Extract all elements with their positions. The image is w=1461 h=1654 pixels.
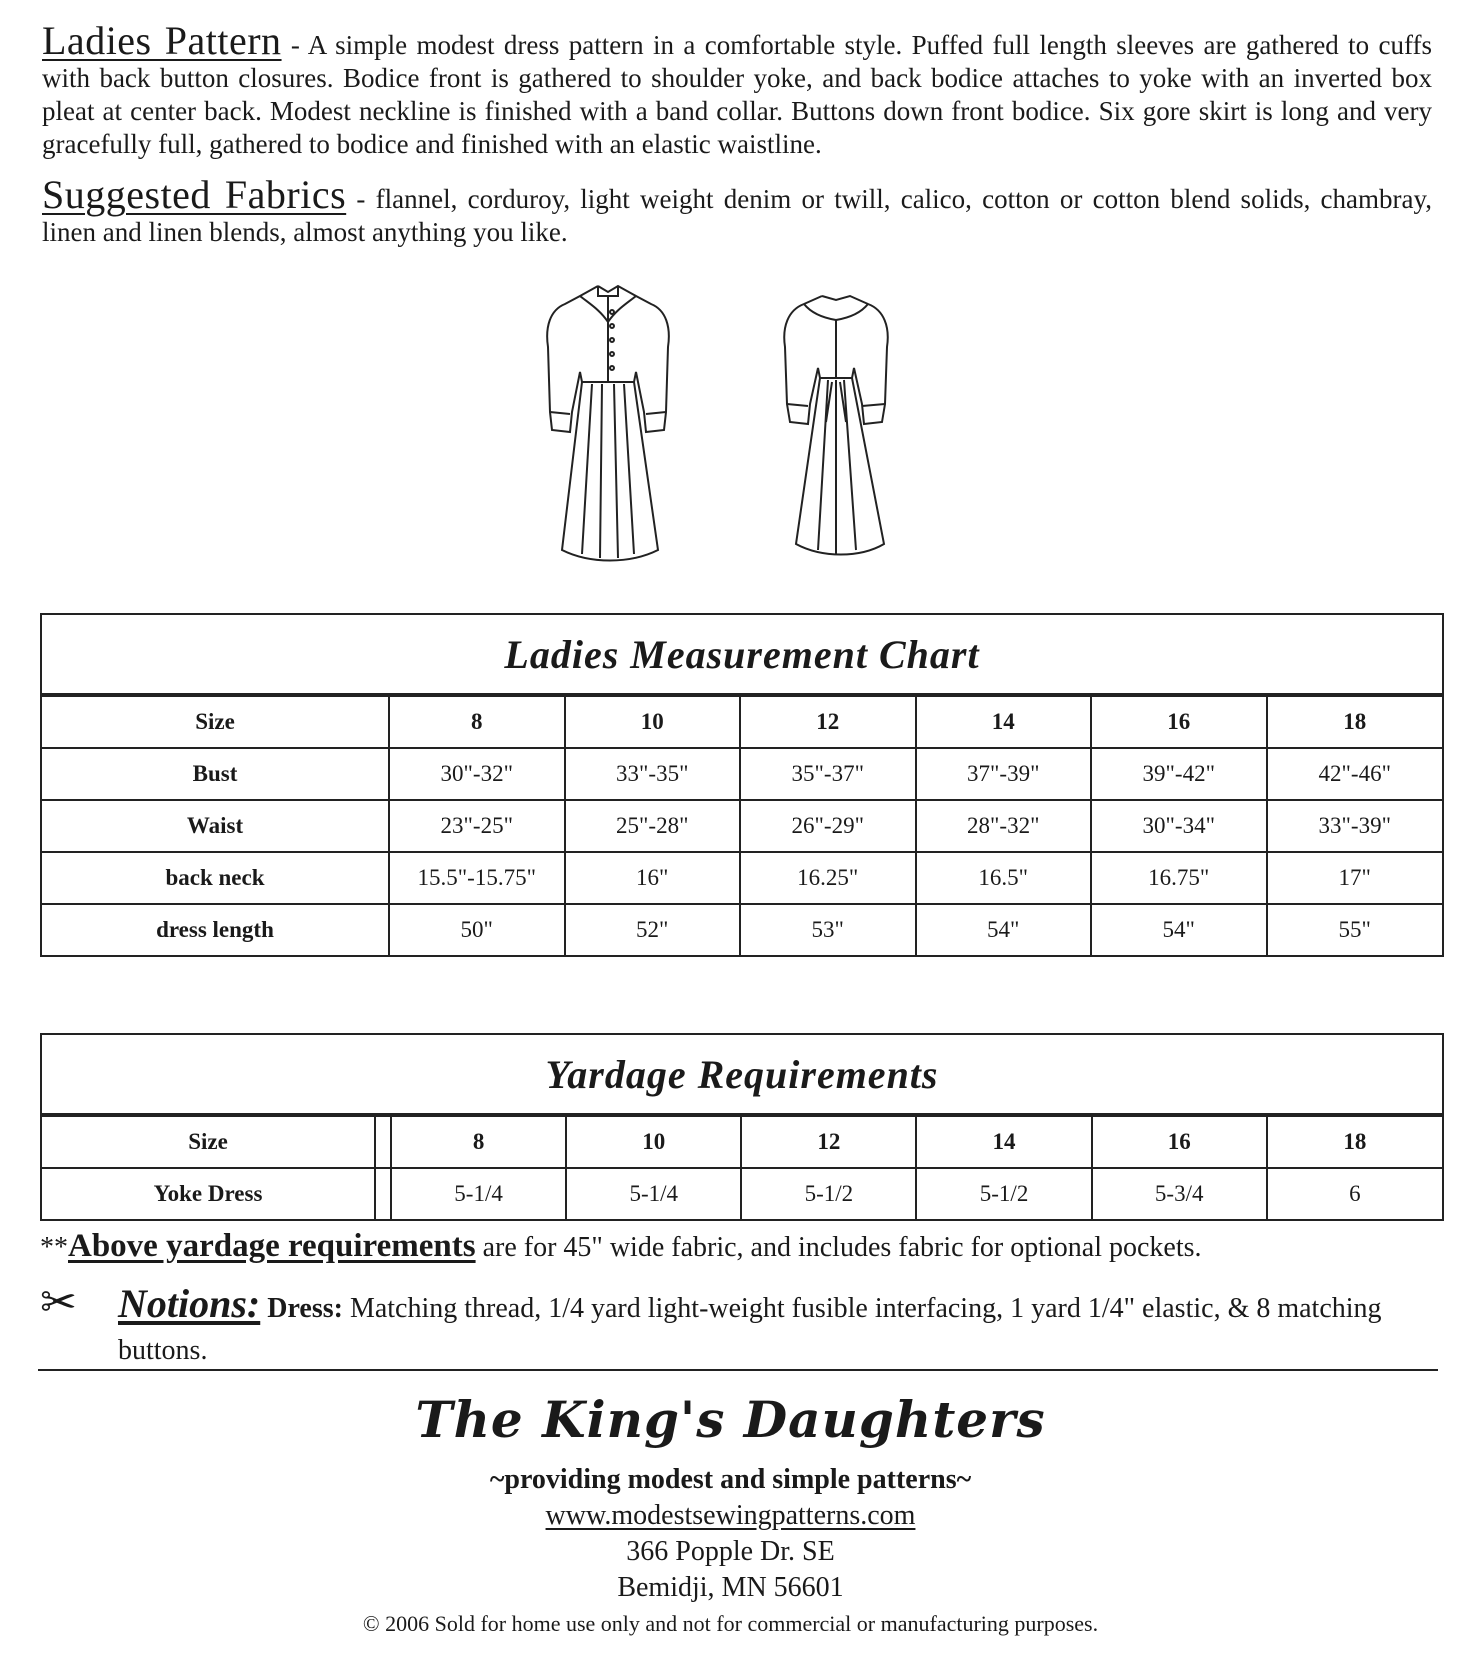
header-cell: 10 [565,697,741,748]
table-cell: 52" [565,904,741,955]
row-label: dress length [42,904,389,955]
address-line-2: Bemidji, MN 56601 [617,1572,844,1603]
table-cell: 16" [565,852,741,904]
notions-body: Matching thread, 1/4 yard light-weight fusible interfacing, 1 yard 1/4" elastic, & 8 matching buttons. [118,1293,1382,1366]
table-cell: 5-1/4 [566,1168,741,1219]
table-row [42,1168,1442,1219]
website-link[interactable]: www.modestsewingpatterns.com [545,1500,916,1531]
fabrics-heading: Suggested Fabrics [42,172,347,217]
table-cell: 42"-46" [1267,748,1443,800]
measurement-header-row [42,697,1442,748]
table-cell: 16.25" [740,852,916,904]
row-label: back neck [42,852,389,904]
pattern-body: A simple modest dress pattern in a comfortable style. Puffed full length sleeves are gathered to cuffs with back button closures. Bodice front is gathered to shoulder yoke, and back bodice attaches to yoke with an inverted box pleat at center back. Modest neckline is finished with a band collar. Buttons down front bodice. Six gore skirt is long and very gracefully full, gathered to bodice and finished with an elastic waistline. [42,30,1433,159]
measurement-table [42,697,1442,955]
header-cell: 10 [566,1117,741,1168]
table-cell: 37"-39" [916,748,1092,800]
note-heading: Above yardage requirements [68,1228,476,1264]
table-cell: 6 [1267,1168,1442,1219]
row-label: Bust [42,748,389,800]
brand-logo: The King's Daughters [415,1390,1046,1449]
header-cell: Size [42,697,389,748]
suggested-fabrics [42,172,1433,249]
table-cell: 23"-25" [389,800,565,852]
header-cell: 18 [1267,1117,1442,1168]
header-cell: 8 [389,697,565,748]
column-gap [375,1168,391,1219]
note-body: are for 45" wide fabric, and includes fabric for optional pockets. [475,1232,1202,1263]
table-cell: 30"-34" [1091,800,1267,852]
pattern-description [42,18,1433,161]
table-cell: 54" [916,904,1092,955]
table-row [42,748,1442,800]
table-cell: 5-3/4 [1092,1168,1267,1219]
header-cell: 14 [916,697,1092,748]
table-cell: 39"-42" [1091,748,1267,800]
pattern-heading: Ladies Pattern [42,18,282,63]
column-gap [375,1117,391,1168]
table-row [42,904,1442,955]
note-asterisks: ** [40,1232,68,1263]
dress-back-illustration [784,296,887,555]
scissors-icon: ✂ [40,1278,77,1327]
fabrics-body: flannel, corduroy, light weight denim or twill, calico, cotton or cotton blend solids, chambray, linen and linen blends, almost anything you like. [42,184,1433,247]
table-row [42,800,1442,852]
header-cell: 12 [741,1117,916,1168]
table-cell: 25"-28" [565,800,741,852]
footer-divider [38,1369,1438,1371]
table-cell: 50" [389,904,565,955]
yardage-chart [40,1033,1444,1221]
table-cell: 54" [1091,904,1267,955]
table-cell: 30"-32" [389,748,565,800]
notions-dress-label: Dress: [267,1293,343,1324]
table-cell: 53" [740,904,916,955]
header-cell: 8 [391,1117,566,1168]
table-cell: 5-1/4 [391,1168,566,1219]
table-cell: 33"-35" [565,748,741,800]
pattern-separator: - [281,30,308,60]
measurement-chart-title: Ladies Measurement Chart [42,615,1442,697]
table-cell: 15.5"-15.75" [389,852,565,904]
table-cell: 26"-29" [740,800,916,852]
table-cell: 17" [1267,852,1443,904]
dress-illustrations [520,282,960,592]
header-cell: 12 [740,697,916,748]
measurement-chart [40,613,1444,957]
row-label: Waist [42,800,389,852]
table-cell: 55" [1267,904,1443,955]
header-cell: 16 [1091,697,1267,748]
address-line-1: 366 Popple Dr. SE [626,1536,835,1567]
yardage-table [42,1117,1442,1219]
tagline: ~providing modest and simple patterns~ [489,1464,972,1495]
header-cell: 14 [916,1117,1091,1168]
notions-text [118,1283,1438,1372]
row-label: Yoke Dress [42,1168,375,1219]
table-cell: 5-1/2 [741,1168,916,1219]
header-cell: Size [42,1117,375,1168]
table-cell: 5-1/2 [916,1168,1091,1219]
dress-front-illustration [547,286,669,561]
footer [0,1378,1461,1642]
table-cell: 35"-37" [740,748,916,800]
yardage-note [40,1228,1202,1265]
table-cell: 28"-32" [916,800,1092,852]
table-cell: 33"-39" [1267,800,1443,852]
header-cell: 18 [1267,697,1443,748]
table-cell: 16.5" [916,852,1092,904]
fabrics-separator: - [346,184,376,214]
header-cell: 16 [1092,1117,1267,1168]
yardage-chart-title: Yardage Requirements [42,1035,1442,1117]
notions-heading: Notions: [118,1281,261,1326]
table-row [42,852,1442,904]
table-cell: 16.75" [1091,852,1267,904]
yardage-header-row [42,1117,1442,1168]
copyright-notice: © 2006 Sold for home use only and not for commercial or manufacturing purposes. [362,1611,1099,1636]
